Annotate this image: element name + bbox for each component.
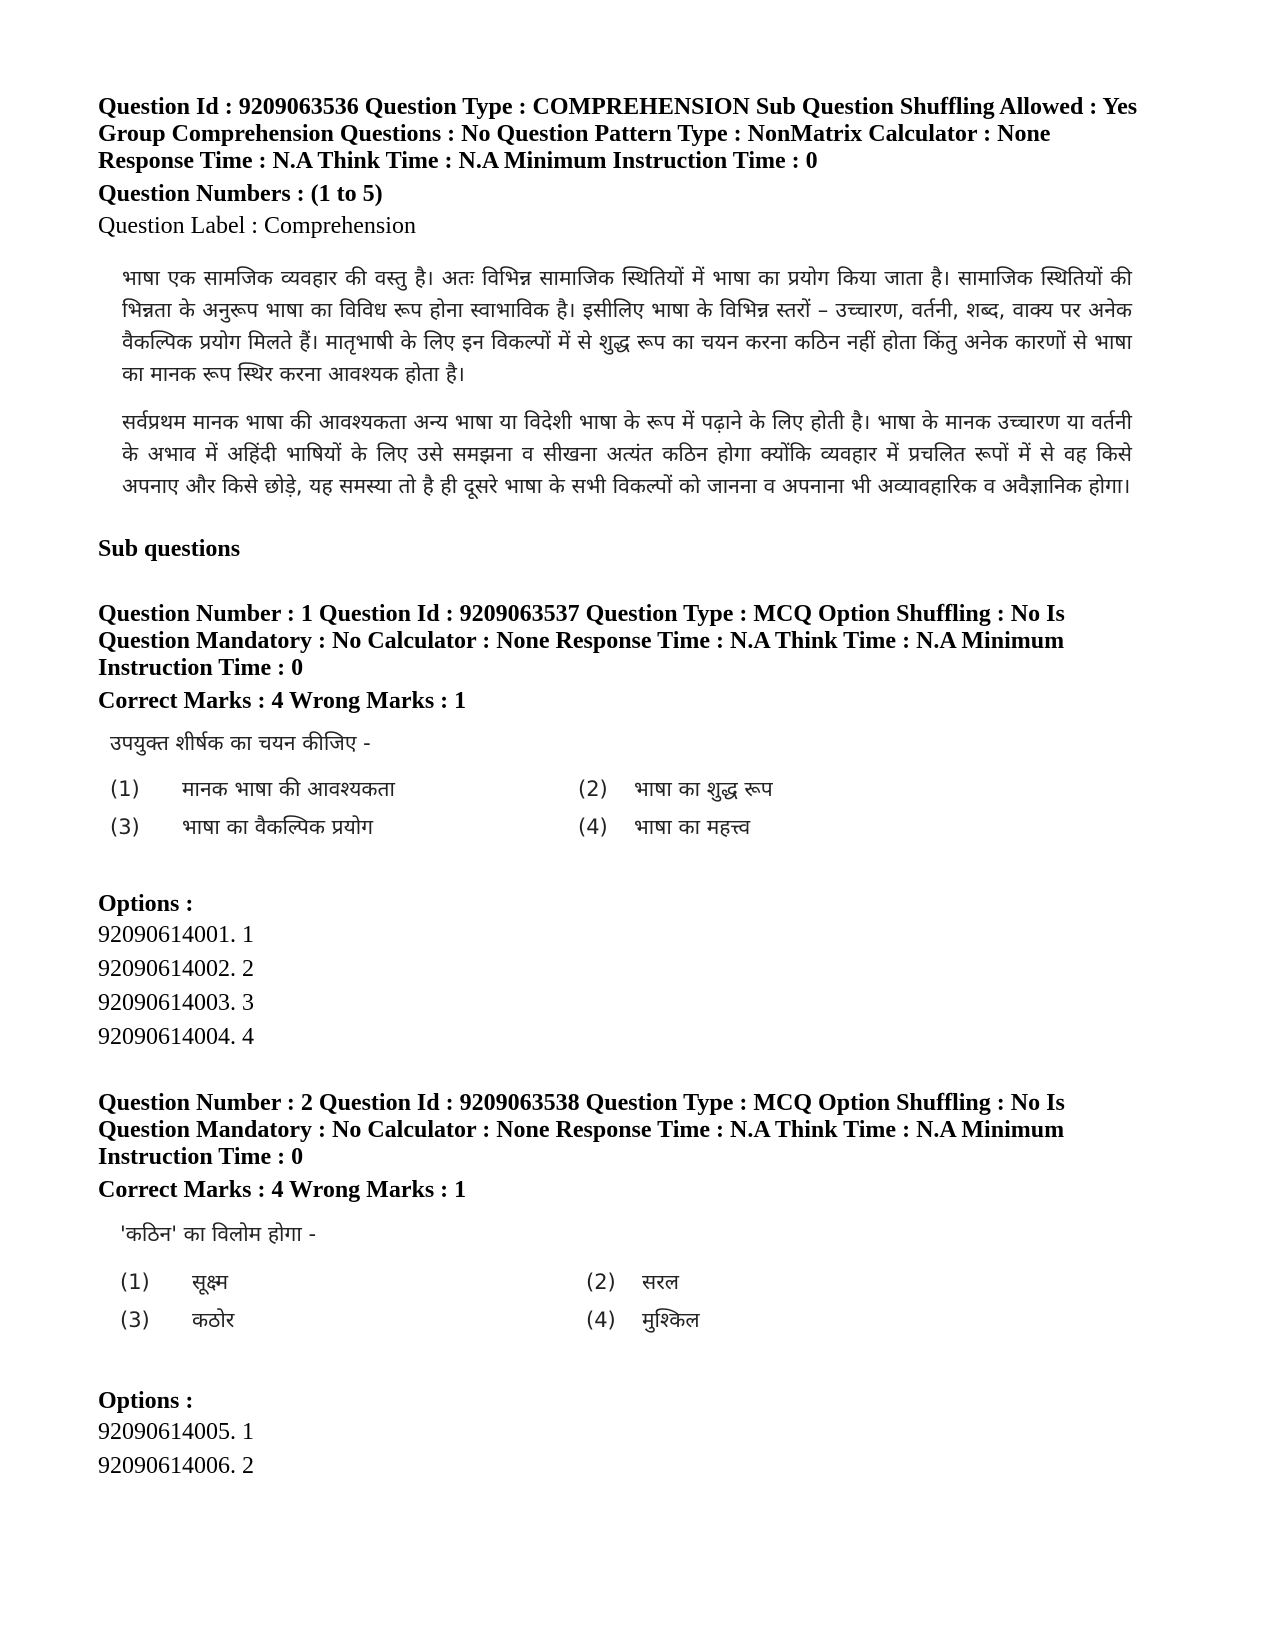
choice-text: सूक्ष्म xyxy=(192,1270,229,1294)
choice-number: (2) xyxy=(586,1270,616,1294)
question-text: 'कठिन' का विलोम होगा - xyxy=(120,1222,317,1246)
meta-line: Question Number : 1 Question Id : 9209063537 Question Type : MCQ Option Shuffling : No Is xyxy=(98,601,1065,627)
passage-paragraph: सर्वप्रथम मानक भाषा की आवश्यकता अन्य भाषा या विदेशी भाषा के रूप में पढ़ाने के लिए होती है। भाषा के मानक उच्चारण या वर्तनी के अभाव में अहिंदी भाषियों के लिए उसे समझना व सीखना अत्यंत कठिन होगा क्योंकि व्यवहार में प्रचलित रूपों में से वह किसे अपनाए और किसे छोड़े, यह समस्या तो है ही दूसरे भाषा के सभी विकल्पों को जानना व अपनाना भी अव्यावहारिक व अवैज्ञानिक होगा। xyxy=(122,410,1132,498)
options-list xyxy=(98,918,1188,1054)
option-line: 92090614006. 2 xyxy=(98,1453,254,1479)
document-page xyxy=(98,94,1188,1483)
option-line: 92090614002. 2 xyxy=(98,956,254,982)
meta-line: Response Time : N.A Think Time : N.A Minimum Instruction Time : 0 xyxy=(98,148,818,174)
choice-item xyxy=(120,1306,234,1334)
choice-item xyxy=(120,1268,228,1296)
meta-line: Question Mandatory : No Calculator : None Response Time : N.A Think Time : N.A Minimum xyxy=(98,628,1065,654)
choice-item xyxy=(110,775,395,803)
choice-text: भाषा का शुद्ध रूप xyxy=(634,777,773,801)
question-label: Question Label : Comprehension xyxy=(98,213,416,239)
meta-line: Question Id : 9209063536 Question Type : COMPREHENSION Sub Question Shuffling Allowed : Yes xyxy=(98,94,1138,120)
options-heading: Options : xyxy=(98,891,194,917)
choice-text: कठोर xyxy=(192,1308,235,1332)
meta-line: Instruction Time : 0 xyxy=(98,1144,304,1170)
question-numbers: Question Numbers : (1 to 5) xyxy=(98,181,383,207)
choice-text: मुश्किल xyxy=(642,1308,700,1332)
meta-line: Instruction Time : 0 xyxy=(98,655,304,681)
choice-number: (3) xyxy=(110,815,140,839)
comprehension-meta xyxy=(98,94,1188,175)
marks: Correct Marks : 4 Wrong Marks : 1 xyxy=(98,1177,467,1203)
choice-text: भाषा का महत्त्व xyxy=(634,815,751,839)
passage-paragraph: भाषा एक सामजिक व्यवहार की वस्तु है। अतः विभिन्न सामाजिक स्थितियों में भाषा का प्रयोग किया जाता है। सामाजिक स्थितियों की भिन्नता के अनुरूप भाषा का विविध रूप होना स्वाभाविक है। इसीलिए भाषा के विभिन्न स्तरों – उच्चारण, वर्तनी, शब्द, वाक्य पर अनेक वैकल्पिक प्रयोग मिलते हैं। मातृभाषी के लिए इन विकल्पों में से शुद्ध रूप का चयन करना कठिन नहीं होता किंतु अनेक कारणों से भाषा का मानक रूप स्थिर करना आवश्यक होता है। xyxy=(122,266,1132,386)
choice-text: सरल xyxy=(642,1270,680,1294)
meta-line: Question Number : 2 Question Id : 9209063538 Question Type : MCQ Option Shuffling : No Is xyxy=(98,1090,1065,1116)
meta-line: Group Comprehension Questions : No Question Pattern Type : NonMatrix Calculator : None xyxy=(98,121,1051,147)
options-heading: Options : xyxy=(98,1388,194,1414)
question-text: उपयुक्त शीर्षक का चयन कीजिए - xyxy=(110,731,371,755)
choice-text: भाषा का वैकल्पिक प्रयोग xyxy=(182,815,374,839)
choice-number: (1) xyxy=(120,1270,150,1294)
comprehension-passage xyxy=(98,262,1132,502)
choice-number: (3) xyxy=(120,1308,150,1332)
choice-item xyxy=(578,775,773,803)
choice-item xyxy=(586,1268,679,1296)
choice-text: मानक भाषा की आवश्यकता xyxy=(182,777,395,801)
option-line: 92090614004. 4 xyxy=(98,1024,254,1050)
choice-item xyxy=(586,1306,700,1334)
choice-number: (1) xyxy=(110,777,140,801)
option-line: 92090614005. 1 xyxy=(98,1419,254,1445)
choice-grid xyxy=(98,775,1188,857)
choice-grid xyxy=(98,1268,1188,1350)
options-list xyxy=(98,1415,1188,1483)
choice-number: (4) xyxy=(578,815,608,839)
choice-number: (2) xyxy=(578,777,608,801)
choice-item xyxy=(578,813,750,841)
sub-question-1 xyxy=(98,601,1188,1054)
choice-number: (4) xyxy=(586,1308,616,1332)
sub-question-2 xyxy=(98,1090,1188,1483)
choice-item xyxy=(110,813,373,841)
option-line: 92090614003. 3 xyxy=(98,990,254,1016)
sub-questions-heading: Sub questions xyxy=(98,536,241,562)
meta-line: Question Mandatory : No Calculator : None Response Time : N.A Think Time : N.A Minimum xyxy=(98,1117,1065,1143)
marks: Correct Marks : 4 Wrong Marks : 1 xyxy=(98,688,467,714)
option-line: 92090614001. 1 xyxy=(98,922,254,948)
